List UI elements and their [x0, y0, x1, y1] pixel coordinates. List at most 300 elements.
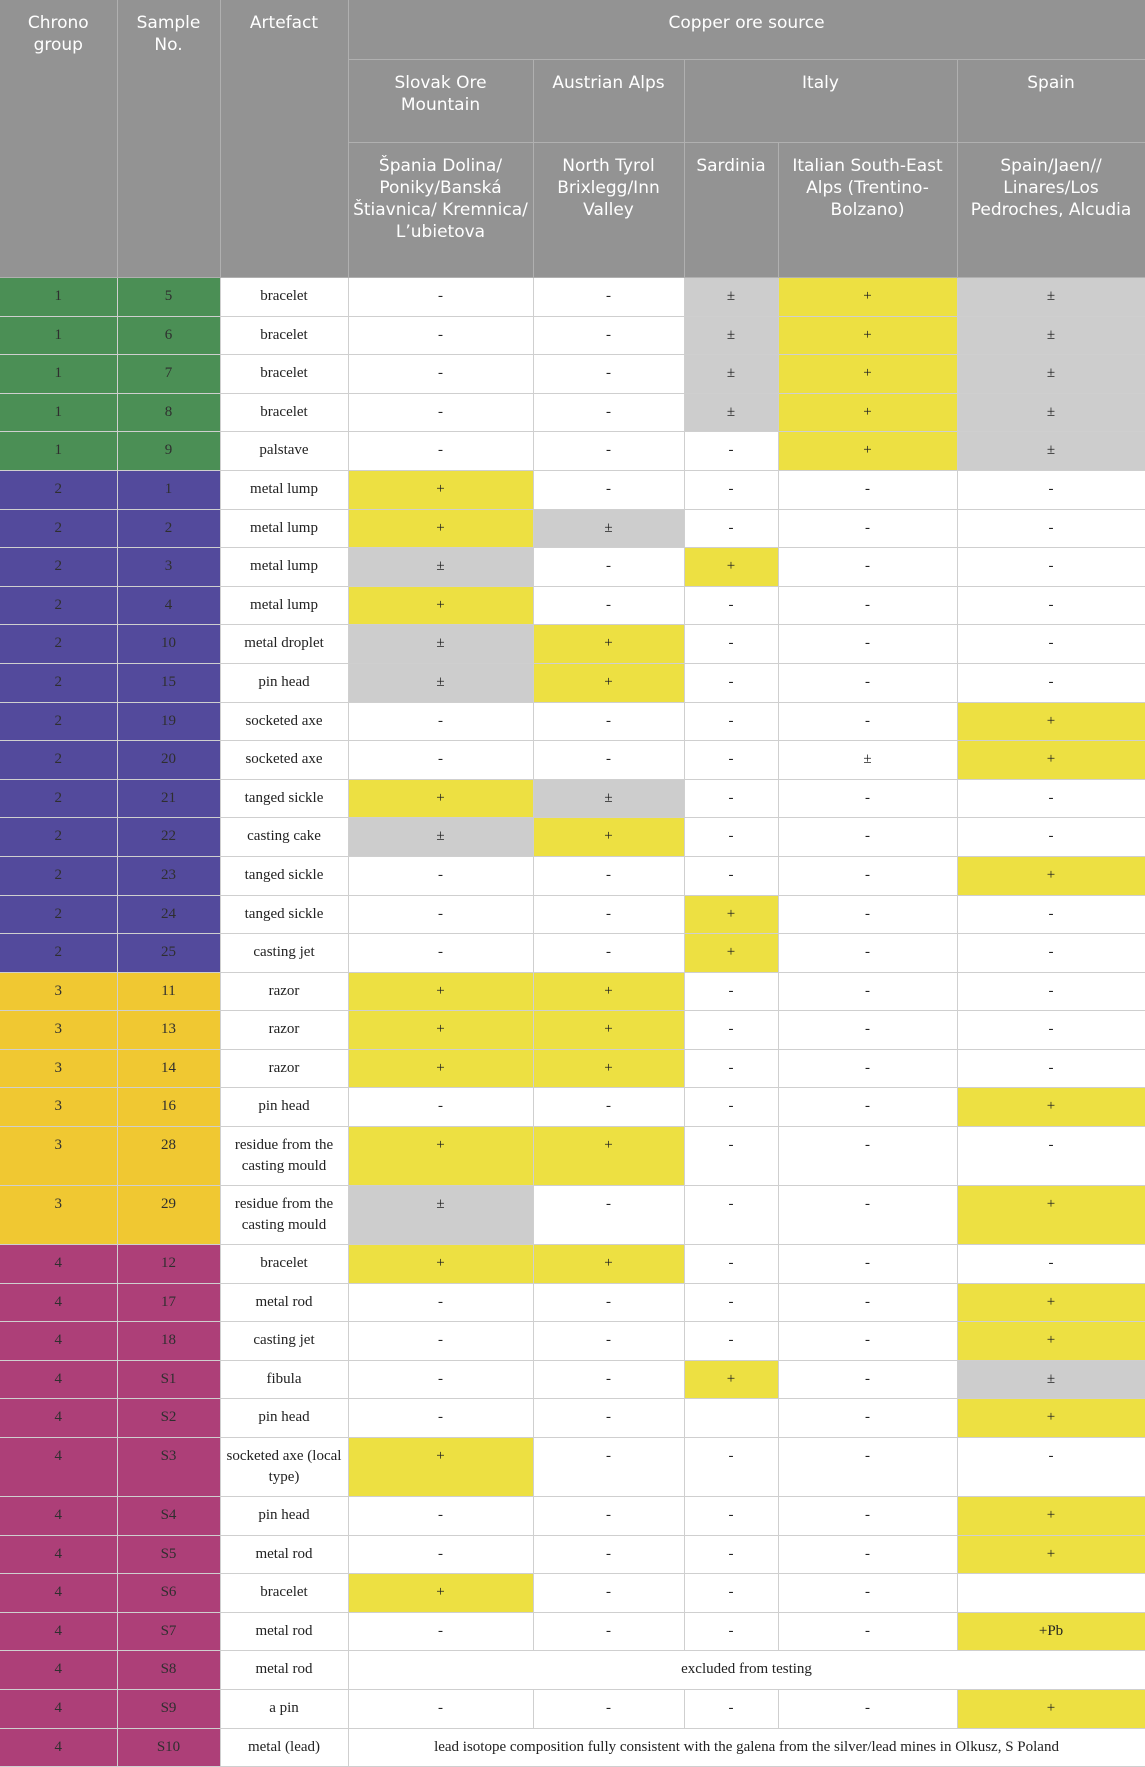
- chrono-group-cell: 4: [0, 1612, 117, 1651]
- italian-alps-value-cell: -: [778, 1399, 957, 1438]
- table-row: [0, 1011, 1145, 1050]
- chrono-group-cell: 2: [0, 779, 117, 818]
- chrono-group-cell: 4: [0, 1535, 117, 1574]
- table-row: [0, 470, 1145, 509]
- chrono-group-cell: 1: [0, 355, 117, 394]
- artefact-cell: razor: [220, 972, 348, 1011]
- artefact-cell: tanged sickle: [220, 779, 348, 818]
- table-row: [0, 1690, 1145, 1729]
- austrian-value-cell: +: [533, 1127, 684, 1186]
- sardinia-value-cell: -: [684, 1245, 778, 1284]
- chrono-group-cell: 4: [0, 1574, 117, 1613]
- italian-alps-value-cell: -: [778, 779, 957, 818]
- italian-alps-value-cell: -: [778, 1690, 957, 1729]
- artefact-cell: bracelet: [220, 278, 348, 317]
- chrono-group-cell: 2: [0, 741, 117, 780]
- austrian-value-cell: +: [533, 625, 684, 664]
- table-row: [0, 1127, 1145, 1186]
- slovak-value-cell: -: [348, 1497, 533, 1536]
- slovak-value-cell: -: [348, 1088, 533, 1127]
- spain-value-cell: ±: [957, 1360, 1145, 1399]
- italian-alps-value-cell: -: [778, 856, 957, 895]
- table-row: [0, 1245, 1145, 1284]
- header-source-sardinia: Sardinia: [684, 143, 778, 278]
- sardinia-value-cell: ±: [684, 316, 778, 355]
- sample-no-cell: 6: [117, 316, 220, 355]
- table-row: [0, 663, 1145, 702]
- sample-no-cell: 5: [117, 278, 220, 317]
- artefact-cell: pin head: [220, 663, 348, 702]
- sample-no-cell: S2: [117, 1399, 220, 1438]
- artefact-cell: metal lump: [220, 509, 348, 548]
- austrian-value-cell: -: [533, 1535, 684, 1574]
- sample-no-cell: 11: [117, 972, 220, 1011]
- table-row: [0, 625, 1145, 664]
- header-artefact: Artefact: [220, 0, 348, 278]
- artefact-cell: socketed axe: [220, 702, 348, 741]
- sardinia-value-cell: -: [684, 625, 778, 664]
- slovak-value-cell: +: [348, 470, 533, 509]
- sample-no-cell: 12: [117, 1245, 220, 1284]
- spain-value-cell: -: [957, 779, 1145, 818]
- artefact-cell: casting cake: [220, 818, 348, 857]
- spain-value-cell: ±: [957, 393, 1145, 432]
- sardinia-value-cell: ±: [684, 278, 778, 317]
- slovak-value-cell: +: [348, 1127, 533, 1186]
- slovak-value-cell: -: [348, 278, 533, 317]
- artefact-cell: razor: [220, 1011, 348, 1050]
- spain-value-cell: -: [957, 895, 1145, 934]
- artefact-cell: socketed axe: [220, 741, 348, 780]
- austrian-value-cell: -: [533, 586, 684, 625]
- sample-no-cell: S3: [117, 1438, 220, 1497]
- austrian-value-cell: -: [533, 1360, 684, 1399]
- spain-value-cell: +: [957, 1535, 1145, 1574]
- slovak-value-cell: ±: [348, 625, 533, 664]
- sample-no-cell: S8: [117, 1651, 220, 1690]
- austrian-value-cell: -: [533, 393, 684, 432]
- header-source-spania-dolina: Špania Dolina/ Poniky/Banská Štiavnica/ Kremnica/ L’ubietova: [348, 143, 533, 278]
- sardinia-value-cell: +: [684, 934, 778, 973]
- header-source-north-tyrol: North Tyrol Brixlegg/Inn Valley: [533, 143, 684, 278]
- artefact-cell: bracelet: [220, 316, 348, 355]
- slovak-value-cell: -: [348, 355, 533, 394]
- spain-value-cell: -: [957, 1049, 1145, 1088]
- italian-alps-value-cell: +: [778, 393, 957, 432]
- chrono-group-cell: 4: [0, 1497, 117, 1536]
- artefact-cell: pin head: [220, 1399, 348, 1438]
- sardinia-value-cell: -: [684, 1088, 778, 1127]
- austrian-value-cell: -: [533, 741, 684, 780]
- italian-alps-value-cell: -: [778, 548, 957, 587]
- austrian-value-cell: +: [533, 663, 684, 702]
- slovak-value-cell: -: [348, 432, 533, 471]
- italian-alps-value-cell: +: [778, 278, 957, 317]
- sample-no-cell: S5: [117, 1535, 220, 1574]
- table-row: [0, 1535, 1145, 1574]
- chrono-group-cell: 2: [0, 509, 117, 548]
- chrono-group-cell: 2: [0, 470, 117, 509]
- spain-value-cell: -: [957, 548, 1145, 587]
- austrian-value-cell: -: [533, 1690, 684, 1729]
- table-row: [0, 1438, 1145, 1497]
- slovak-value-cell: -: [348, 895, 533, 934]
- sardinia-value-cell: -: [684, 779, 778, 818]
- italian-alps-value-cell: -: [778, 509, 957, 548]
- artefact-cell: tanged sickle: [220, 895, 348, 934]
- slovak-value-cell: +: [348, 509, 533, 548]
- austrian-value-cell: -: [533, 1399, 684, 1438]
- italian-alps-value-cell: -: [778, 1245, 957, 1284]
- artefact-cell: metal (lead): [220, 1728, 348, 1767]
- chrono-group-cell: 4: [0, 1322, 117, 1361]
- table-row: [0, 355, 1145, 394]
- austrian-value-cell: +: [533, 1049, 684, 1088]
- italian-alps-value-cell: +: [778, 432, 957, 471]
- sardinia-value-cell: -: [684, 1612, 778, 1651]
- sardinia-value-cell: -: [684, 1283, 778, 1322]
- italian-alps-value-cell: -: [778, 1283, 957, 1322]
- spain-value-cell: +: [957, 741, 1145, 780]
- spain-value-cell: +: [957, 856, 1145, 895]
- sample-no-cell: 13: [117, 1011, 220, 1050]
- artefact-cell: razor: [220, 1049, 348, 1088]
- sample-no-cell: S7: [117, 1612, 220, 1651]
- table-row: [0, 934, 1145, 973]
- italian-alps-value-cell: -: [778, 818, 957, 857]
- chrono-group-cell: 2: [0, 663, 117, 702]
- spain-value-cell: +: [957, 1186, 1145, 1245]
- slovak-value-cell: -: [348, 1322, 533, 1361]
- chrono-group-cell: 4: [0, 1245, 117, 1284]
- chrono-group-cell: 3: [0, 1011, 117, 1050]
- sardinia-value-cell: -: [684, 1497, 778, 1536]
- artefact-cell: socketed axe (local type): [220, 1438, 348, 1497]
- table-row: [0, 1283, 1145, 1322]
- sample-no-cell: 17: [117, 1283, 220, 1322]
- artefact-cell: a pin: [220, 1690, 348, 1729]
- italian-alps-value-cell: -: [778, 895, 957, 934]
- note-cell: excluded from testing: [348, 1651, 1145, 1690]
- sardinia-value-cell: -: [684, 1438, 778, 1497]
- table-row: [0, 548, 1145, 587]
- austrian-value-cell: -: [533, 895, 684, 934]
- chrono-group-cell: 3: [0, 972, 117, 1011]
- sample-no-cell: 18: [117, 1322, 220, 1361]
- table-row: [0, 586, 1145, 625]
- austrian-value-cell: ±: [533, 509, 684, 548]
- artefact-cell: palstave: [220, 432, 348, 471]
- header-region-spain: Spain: [957, 60, 1145, 143]
- slovak-value-cell: ±: [348, 818, 533, 857]
- spain-value-cell: -: [957, 1438, 1145, 1497]
- austrian-value-cell: -: [533, 1438, 684, 1497]
- chrono-group-cell: 1: [0, 393, 117, 432]
- artefact-cell: metal rod: [220, 1651, 348, 1690]
- table-row: [0, 972, 1145, 1011]
- chrono-group-cell: 2: [0, 586, 117, 625]
- sardinia-value-cell: -: [684, 1049, 778, 1088]
- austrian-value-cell: -: [533, 1322, 684, 1361]
- slovak-value-cell: -: [348, 393, 533, 432]
- table-row: [0, 779, 1145, 818]
- austrian-value-cell: -: [533, 1088, 684, 1127]
- sardinia-value-cell: -: [684, 1127, 778, 1186]
- chrono-group-cell: 2: [0, 934, 117, 973]
- table-row: [0, 509, 1145, 548]
- chrono-group-cell: 2: [0, 625, 117, 664]
- slovak-value-cell: -: [348, 702, 533, 741]
- slovak-value-cell: +: [348, 1245, 533, 1284]
- header-region-italy: Italy: [684, 60, 957, 143]
- chrono-group-cell: 2: [0, 895, 117, 934]
- sample-no-cell: 2: [117, 509, 220, 548]
- italian-alps-value-cell: -: [778, 1612, 957, 1651]
- slovak-value-cell: ±: [348, 548, 533, 587]
- sample-no-cell: 3: [117, 548, 220, 587]
- header-sample-no: Sample No.: [117, 0, 220, 278]
- spain-value-cell: ±: [957, 355, 1145, 394]
- slovak-value-cell: +: [348, 586, 533, 625]
- spain-value-cell: +: [957, 1497, 1145, 1536]
- italian-alps-value-cell: -: [778, 1088, 957, 1127]
- sardinia-value-cell: -: [684, 1690, 778, 1729]
- italian-alps-value-cell: -: [778, 1011, 957, 1050]
- chrono-group-cell: 3: [0, 1049, 117, 1088]
- slovak-value-cell: +: [348, 972, 533, 1011]
- table-row: [0, 702, 1145, 741]
- artefact-cell: fibula: [220, 1360, 348, 1399]
- slovak-value-cell: -: [348, 856, 533, 895]
- italian-alps-value-cell: -: [778, 702, 957, 741]
- table-header: [0, 0, 1145, 278]
- italian-alps-value-cell: -: [778, 1186, 957, 1245]
- sardinia-value-cell: -: [684, 1011, 778, 1050]
- table-row: [0, 856, 1145, 895]
- spain-value-cell: +Pb: [957, 1612, 1145, 1651]
- artefact-cell: metal rod: [220, 1535, 348, 1574]
- chrono-group-cell: 3: [0, 1088, 117, 1127]
- italian-alps-value-cell: -: [778, 1574, 957, 1613]
- table-row: [0, 1574, 1145, 1613]
- artefact-cell: metal droplet: [220, 625, 348, 664]
- sardinia-value-cell: -: [684, 702, 778, 741]
- sardinia-value-cell: -: [684, 1574, 778, 1613]
- italian-alps-value-cell: -: [778, 663, 957, 702]
- sample-no-cell: S10: [117, 1728, 220, 1767]
- sample-no-cell: 7: [117, 355, 220, 394]
- austrian-value-cell: ±: [533, 779, 684, 818]
- austrian-value-cell: +: [533, 1245, 684, 1284]
- slovak-value-cell: +: [348, 1438, 533, 1497]
- chrono-group-cell: 2: [0, 818, 117, 857]
- chrono-group-cell: 4: [0, 1728, 117, 1767]
- sardinia-value-cell: -: [684, 586, 778, 625]
- italian-alps-value-cell: +: [778, 316, 957, 355]
- austrian-value-cell: -: [533, 316, 684, 355]
- header-source-italian-alps: Italian South-East Alps (Trentino-Bolzano): [778, 143, 957, 278]
- sardinia-value-cell: [684, 1399, 778, 1438]
- spain-value-cell: -: [957, 1127, 1145, 1186]
- italian-alps-value-cell: -: [778, 470, 957, 509]
- italian-alps-value-cell: -: [778, 1127, 957, 1186]
- austrian-value-cell: -: [533, 278, 684, 317]
- sample-no-cell: S9: [117, 1690, 220, 1729]
- artefact-cell: metal rod: [220, 1283, 348, 1322]
- spain-value-cell: -: [957, 972, 1145, 1011]
- slovak-value-cell: -: [348, 1535, 533, 1574]
- spain-value-cell: +: [957, 1088, 1145, 1127]
- sample-no-cell: 8: [117, 393, 220, 432]
- sardinia-value-cell: -: [684, 741, 778, 780]
- austrian-value-cell: +: [533, 1011, 684, 1050]
- slovak-value-cell: +: [348, 1011, 533, 1050]
- sample-no-cell: S6: [117, 1574, 220, 1613]
- table-row: [0, 1088, 1145, 1127]
- table-row: [0, 432, 1145, 471]
- sample-no-cell: 16: [117, 1088, 220, 1127]
- italian-alps-value-cell: -: [778, 1438, 957, 1497]
- artefact-cell: bracelet: [220, 393, 348, 432]
- sardinia-value-cell: -: [684, 1186, 778, 1245]
- artefact-cell: metal lump: [220, 586, 348, 625]
- sample-no-cell: 23: [117, 856, 220, 895]
- sample-no-cell: 24: [117, 895, 220, 934]
- austrian-value-cell: -: [533, 548, 684, 587]
- table-row: [0, 818, 1145, 857]
- table-row: [0, 393, 1145, 432]
- sample-no-cell: 29: [117, 1186, 220, 1245]
- sardinia-value-cell: ±: [684, 355, 778, 394]
- table-row: [0, 1728, 1145, 1767]
- header-region-slovak: Slovak Ore Mountain: [348, 60, 533, 143]
- italian-alps-value-cell: -: [778, 625, 957, 664]
- sample-no-cell: S4: [117, 1497, 220, 1536]
- italian-alps-value-cell: -: [778, 1322, 957, 1361]
- spain-value-cell: -: [957, 934, 1145, 973]
- italian-alps-value-cell: -: [778, 1535, 957, 1574]
- sample-no-cell: 14: [117, 1049, 220, 1088]
- sardinia-value-cell: -: [684, 509, 778, 548]
- austrian-value-cell: +: [533, 818, 684, 857]
- slovak-value-cell: -: [348, 741, 533, 780]
- slovak-value-cell: +: [348, 1049, 533, 1088]
- chrono-group-cell: 2: [0, 548, 117, 587]
- spain-value-cell: -: [957, 509, 1145, 548]
- sardinia-value-cell: -: [684, 818, 778, 857]
- table-row: [0, 1399, 1145, 1438]
- spain-value-cell: -: [957, 586, 1145, 625]
- artefact-cell: residue from the casting mould: [220, 1127, 348, 1186]
- sardinia-value-cell: -: [684, 972, 778, 1011]
- sardinia-value-cell: -: [684, 1535, 778, 1574]
- sample-no-cell: 19: [117, 702, 220, 741]
- italian-alps-value-cell: -: [778, 1049, 957, 1088]
- artefact-cell: tanged sickle: [220, 856, 348, 895]
- chrono-group-cell: 1: [0, 432, 117, 471]
- table-row: [0, 1612, 1145, 1651]
- slovak-value-cell: -: [348, 1399, 533, 1438]
- sardinia-value-cell: +: [684, 548, 778, 587]
- slovak-value-cell: -: [348, 1360, 533, 1399]
- table-row: [0, 1360, 1145, 1399]
- sardinia-value-cell: -: [684, 1322, 778, 1361]
- slovak-value-cell: +: [348, 1574, 533, 1613]
- austrian-value-cell: -: [533, 702, 684, 741]
- austrian-value-cell: -: [533, 1612, 684, 1651]
- austrian-value-cell: -: [533, 1283, 684, 1322]
- table-row: [0, 1186, 1145, 1245]
- chrono-group-cell: 4: [0, 1399, 117, 1438]
- spain-value-cell: ±: [957, 316, 1145, 355]
- table-row: [0, 278, 1145, 317]
- chrono-group-cell: 3: [0, 1186, 117, 1245]
- spain-value-cell: [957, 1574, 1145, 1613]
- header-chrono-group: Chrono group: [0, 0, 117, 278]
- slovak-value-cell: ±: [348, 663, 533, 702]
- italian-alps-value-cell: -: [778, 1497, 957, 1536]
- sample-no-cell: 22: [117, 818, 220, 857]
- spain-value-cell: -: [957, 625, 1145, 664]
- sample-no-cell: S1: [117, 1360, 220, 1399]
- table-row: [0, 1651, 1145, 1690]
- austrian-value-cell: -: [533, 856, 684, 895]
- artefact-cell: bracelet: [220, 1574, 348, 1613]
- chrono-group-cell: 4: [0, 1651, 117, 1690]
- sample-no-cell: 20: [117, 741, 220, 780]
- chrono-group-cell: 4: [0, 1690, 117, 1729]
- spain-value-cell: +: [957, 1322, 1145, 1361]
- sample-no-cell: 10: [117, 625, 220, 664]
- artefact-cell: pin head: [220, 1497, 348, 1536]
- table-row: [0, 316, 1145, 355]
- sardinia-value-cell: ±: [684, 393, 778, 432]
- header-region-austrian: Austrian Alps: [533, 60, 684, 143]
- spain-value-cell: -: [957, 818, 1145, 857]
- sample-no-cell: 25: [117, 934, 220, 973]
- italian-alps-value-cell: ±: [778, 741, 957, 780]
- austrian-value-cell: -: [533, 1574, 684, 1613]
- sample-no-cell: 21: [117, 779, 220, 818]
- austrian-value-cell: -: [533, 355, 684, 394]
- austrian-value-cell: -: [533, 470, 684, 509]
- sample-no-cell: 1: [117, 470, 220, 509]
- sardinia-value-cell: +: [684, 895, 778, 934]
- table-row: [0, 741, 1145, 780]
- chrono-group-cell: 1: [0, 316, 117, 355]
- artefact-cell: bracelet: [220, 355, 348, 394]
- artefact-cell: bracelet: [220, 1245, 348, 1284]
- spain-value-cell: ±: [957, 432, 1145, 471]
- spain-value-cell: -: [957, 1245, 1145, 1284]
- spain-value-cell: ±: [957, 278, 1145, 317]
- sardinia-value-cell: +: [684, 1360, 778, 1399]
- header-copper-ore-source: Copper ore source: [348, 0, 1145, 60]
- chrono-group-cell: 1: [0, 278, 117, 317]
- sardinia-value-cell: -: [684, 432, 778, 471]
- italian-alps-value-cell: -: [778, 972, 957, 1011]
- slovak-value-cell: -: [348, 1612, 533, 1651]
- header-source-spain-jaen: Spain/Jaen// Linares/Los Pedroches, Alcudia: [957, 143, 1145, 278]
- chrono-group-cell: 4: [0, 1360, 117, 1399]
- table-row: [0, 1322, 1145, 1361]
- sample-no-cell: 9: [117, 432, 220, 471]
- table-row: [0, 895, 1145, 934]
- spain-value-cell: -: [957, 470, 1145, 509]
- note-cell: lead isotope composition fully consistent with the galena from the silver/lead mines in Olkusz, S Poland: [348, 1728, 1145, 1767]
- slovak-value-cell: -: [348, 934, 533, 973]
- artefact-cell: casting jet: [220, 1322, 348, 1361]
